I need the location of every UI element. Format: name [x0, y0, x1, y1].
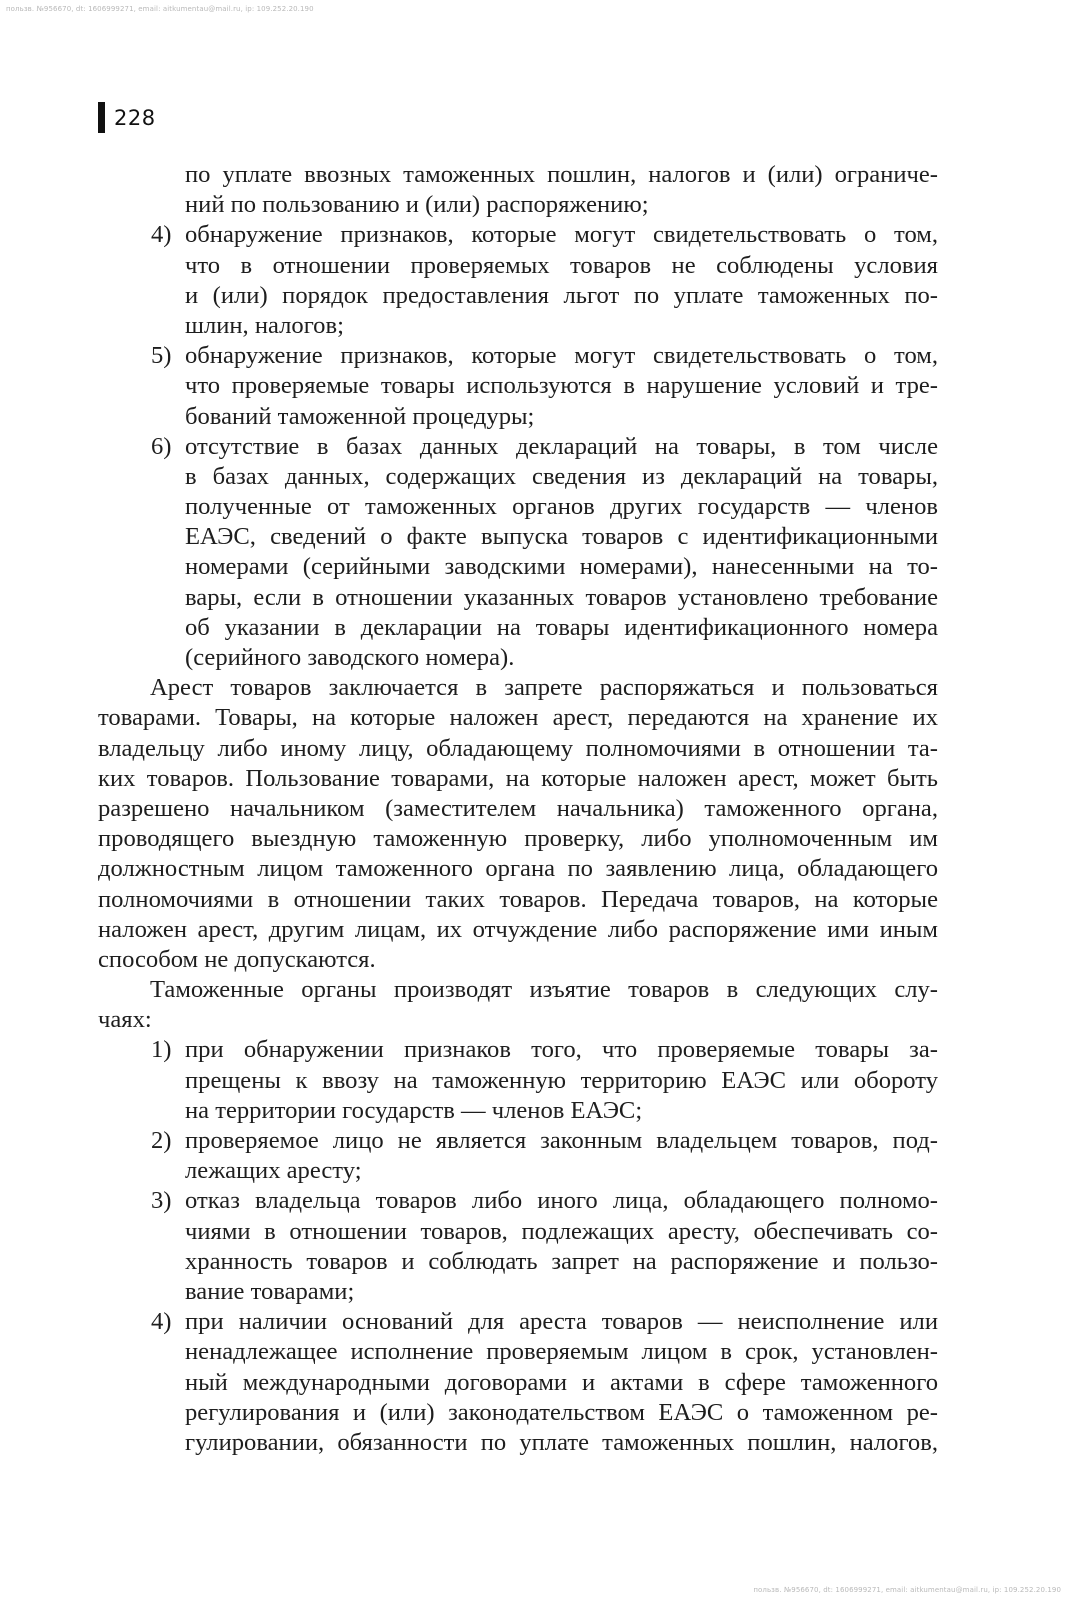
- text-line: [185, 371, 938, 401]
- text-line: [151, 341, 938, 371]
- text-line: [185, 160, 938, 190]
- text-line: [185, 613, 938, 643]
- line-text: проводящего выездную таможенную проверку, либо уполномоченным им: [98, 825, 938, 853]
- line-text: что в отношении проверяемых товаров не соблюдены условия: [185, 251, 938, 279]
- text-line: [185, 462, 938, 492]
- list-marker: 4): [151, 221, 172, 249]
- text-line: [185, 492, 938, 522]
- list-marker: 6): [151, 432, 172, 460]
- line-text: хранность товаров и соблюдать запрет на распоряжение и пользо-: [185, 1247, 938, 1275]
- text-line: [98, 703, 938, 733]
- text-line: [185, 1096, 938, 1126]
- text-line: [185, 1066, 938, 1096]
- line-text: должностным лицом таможенного органа по заявлению лица, обладающего: [98, 855, 938, 883]
- line-text: в базах данных, содержащих сведения из деклараций на товары,: [185, 462, 938, 490]
- line-text: ный международными договорами и актами в сфере таможенного: [185, 1368, 938, 1396]
- text-line: [185, 311, 938, 341]
- text-line: [185, 251, 938, 281]
- line-text: на территории государств — членов ЕАЭС;: [185, 1096, 643, 1124]
- text-line: [185, 1217, 938, 1247]
- line-text: (серийного заводского номера).: [185, 644, 515, 671]
- text-line: [185, 1277, 938, 1307]
- text-line: [98, 794, 938, 824]
- line-text: лежащих аресту;: [185, 1157, 362, 1185]
- line-text: вары, если в отношении указанных товаров установлено требование: [185, 583, 938, 611]
- line-text: по уплате ввозных таможенных пошлин, налогов и (или) ограниче-: [185, 161, 938, 188]
- text-line: [151, 1126, 938, 1156]
- line-text: при наличии оснований для ареста товаров — неисполнение или: [185, 1308, 938, 1336]
- text-line: [185, 1337, 938, 1367]
- text-line: [151, 1307, 938, 1337]
- text-line: [185, 402, 938, 432]
- text-line: [150, 673, 938, 703]
- page-number: 228: [114, 105, 156, 130]
- text-line: [185, 1428, 938, 1458]
- line-text: проверяемое лицо не является законным владельцем товаров, под-: [185, 1127, 938, 1154]
- line-text: разрешено начальником (заместителем начальника) таможенного органа,: [98, 794, 938, 822]
- line-text: товарами. Товары, на которые наложен арест, передаются на хранение их: [98, 704, 938, 732]
- line-text: обнаружение признаков, которые могут свидетельствовать о том,: [185, 342, 938, 370]
- line-text: регулирования и (или) законодательством ЕАЭС о таможенном ре-: [185, 1398, 938, 1426]
- text-line: [151, 1186, 938, 1216]
- text-line: [151, 220, 938, 250]
- list-marker: 1): [151, 1036, 172, 1064]
- text-line: [98, 734, 938, 764]
- line-text: чиями в отношении товаров, подлежащих аресту, обеспечивать со-: [185, 1217, 938, 1245]
- text-line: [151, 432, 938, 462]
- page-number-bar: [98, 102, 105, 133]
- line-text: что проверяемые товары используются в нарушение условий и тре-: [185, 372, 938, 400]
- line-text: способом не допускаются.: [98, 945, 376, 973]
- text-line: [185, 643, 938, 673]
- page-body: [98, 160, 938, 1458]
- line-text: ний по пользованию и (или) распоряжению;: [185, 191, 649, 219]
- watermark-bottom: пользв. №956670, dt: 1606999271, email: aitkumentau@mail.ru, ip: 109.252.20.190: [753, 1586, 1061, 1594]
- text-line: [151, 1035, 938, 1065]
- line-text: и (или) порядок предоставления льгот по уплате таможенных по-: [185, 281, 938, 309]
- text-line: [98, 764, 938, 794]
- line-text: чаях:: [98, 1006, 152, 1034]
- line-text: ненадлежащее исполнение проверяемым лицом в срок, установлен-: [185, 1338, 938, 1366]
- line-text: вание товарами;: [185, 1277, 355, 1305]
- text-line: [185, 552, 938, 582]
- list-marker: 2): [151, 1127, 172, 1154]
- text-line: [98, 854, 938, 884]
- line-text: шлин, налогов;: [185, 311, 344, 339]
- line-text: полученные от таможенных органов других государств — членов: [185, 493, 938, 521]
- line-text: бований таможенной процедуры;: [185, 402, 535, 430]
- list-marker: 5): [151, 342, 172, 370]
- line-text: номерами (серийными заводскими номерами), нанесенными на то-: [185, 553, 938, 581]
- line-text: ЕАЭС, сведений о факте выпуска товаров с идентификационными: [185, 523, 938, 551]
- line-text: ких товаров. Пользование товарами, на которые наложен арест, может быть: [98, 764, 938, 792]
- line-text: отсутствие в базах данных деклараций на товары, в том числе: [185, 432, 938, 460]
- text-line: [185, 583, 938, 613]
- text-line: [98, 885, 938, 915]
- list-marker: 4): [151, 1308, 172, 1336]
- list-marker: 3): [151, 1187, 172, 1215]
- line-text: наложен арест, другим лицам, их отчуждение либо распоряжение ими иным: [98, 915, 938, 943]
- text-line: [185, 190, 938, 220]
- text-line: [185, 1368, 938, 1398]
- line-text: обнаружение признаков, которые могут свидетельствовать о том,: [185, 221, 938, 249]
- line-text: при обнаружении признаков того, что проверяемые товары за-: [185, 1036, 938, 1064]
- page-header: [98, 102, 156, 133]
- line-text: полномочиями в отношении таких товаров. Передача товаров, на которые: [98, 885, 938, 913]
- text-line: [185, 1398, 938, 1428]
- text-line: [150, 975, 938, 1005]
- text-line: [98, 1005, 938, 1035]
- text-line: [98, 824, 938, 854]
- text-line: [185, 1247, 938, 1277]
- line-text: владельцу либо иному лицу, обладающему полномочиями в отношении та-: [98, 734, 938, 762]
- line-text: отказ владельца товаров либо иного лица, обладающего полномо-: [185, 1187, 938, 1215]
- text-line: [185, 281, 938, 311]
- text-line: [98, 945, 938, 975]
- line-text: Таможенные органы производят изъятие товаров в следующих слу-: [150, 976, 938, 1004]
- line-text: Арест товаров заключается в запрете распоряжаться и пользоваться: [150, 674, 938, 702]
- text-line: [185, 522, 938, 552]
- line-text: об указании в декларации на товары идентификационного номера: [185, 613, 938, 641]
- line-text: гулировании, обязанности по уплате таможенных пошлин, налогов,: [185, 1428, 938, 1456]
- line-text: прещены к ввозу на таможенную территорию ЕАЭС или обороту: [185, 1066, 938, 1094]
- watermark-top: пользв. №956670, dt: 1606999271, email: aitkumentau@mail.ru, ip: 109.252.20.190: [6, 5, 314, 13]
- text-line: [98, 915, 938, 945]
- text-line: [185, 1156, 938, 1186]
